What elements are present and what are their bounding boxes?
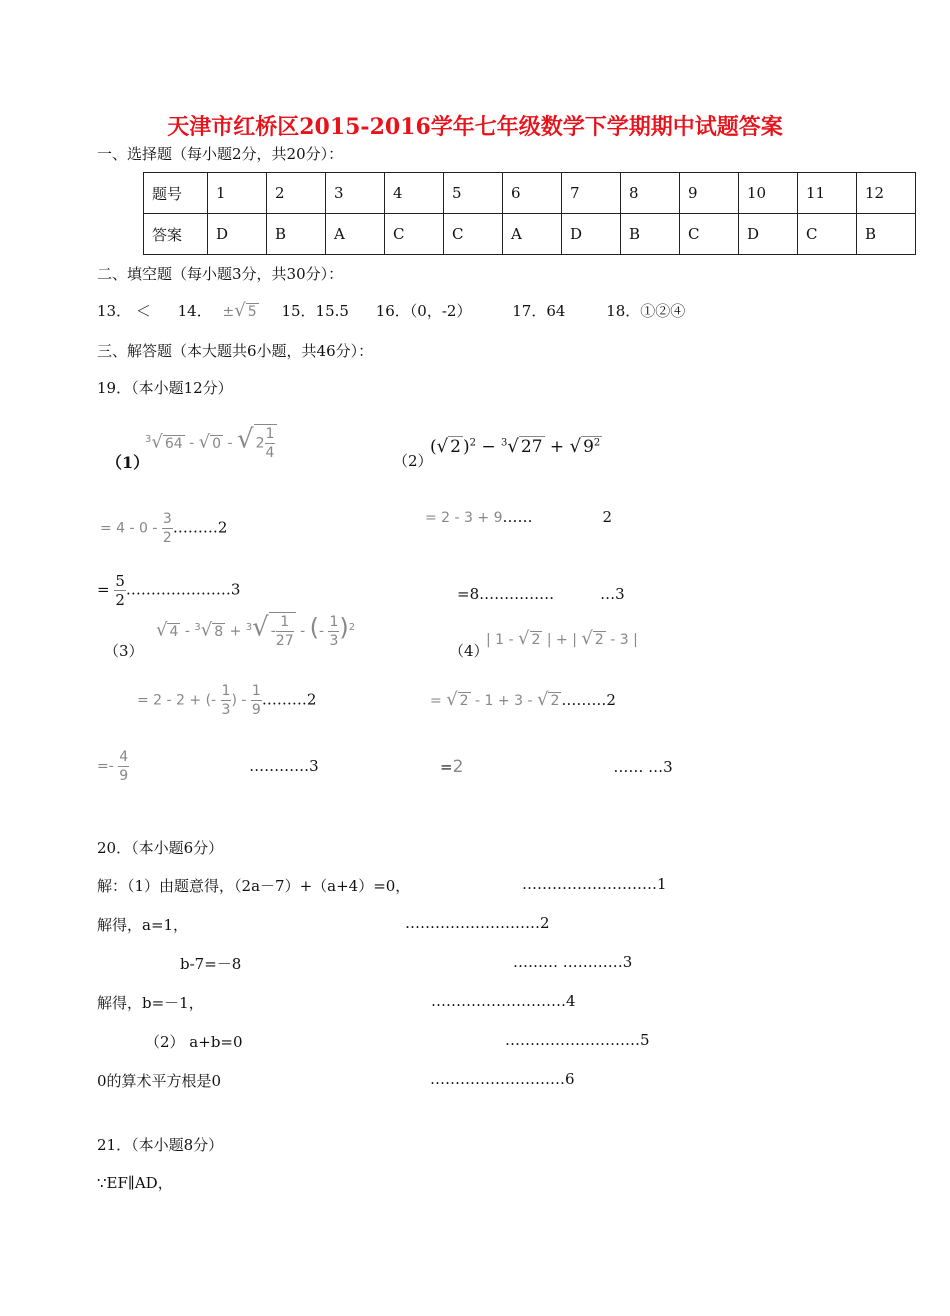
table-cell: 9 bbox=[680, 173, 739, 214]
answer-14: 14． bbox=[177, 302, 212, 320]
q19-heading: 19．（本小题12分） bbox=[97, 379, 233, 397]
table-cell: 8 bbox=[621, 173, 680, 214]
q19-p2-result: =8…………… …3 bbox=[457, 585, 625, 603]
q20-line-right: ………………………1 bbox=[522, 875, 667, 893]
q20-line-left: 解得，a=1， bbox=[97, 916, 189, 934]
table-cell: 4 bbox=[385, 173, 444, 214]
table-row bbox=[144, 214, 916, 255]
table-cell: C bbox=[385, 214, 444, 255]
q20-line-left: 解得，b=－1， bbox=[97, 994, 204, 1012]
q20-line-left: b-7=－8 bbox=[180, 955, 242, 973]
table-cell: 12 bbox=[857, 173, 916, 214]
answer-table bbox=[143, 172, 916, 255]
page-title: 天津市红桥区2015-2016学年七年级数学下学期期中试题答案 bbox=[167, 114, 783, 140]
fill-answers: 13． ＜ 14． ±√ 5 15．15.5 16．（0，-2） 17．64 18．①②④ bbox=[97, 300, 686, 321]
table-cell: C bbox=[680, 214, 739, 255]
table-cell: D bbox=[208, 214, 267, 255]
q19-p1-step: = 4 - 0 - $\frac{3}{2}$ ………2 bbox=[100, 511, 228, 546]
plus-minus: ± bbox=[222, 304, 235, 320]
table-cell: A bbox=[326, 214, 385, 255]
table-cell: D bbox=[739, 214, 798, 255]
q20-line-left: 0的算术平方根是0 bbox=[97, 1072, 222, 1090]
table-row bbox=[144, 173, 916, 214]
q19-p2-step: = 2 - 3 + 9…… 2 bbox=[425, 508, 613, 526]
table-cell: B bbox=[267, 214, 326, 255]
q19-p4-step: = √ 2 - 1 + 3 - √ 2 ………2 bbox=[430, 689, 616, 710]
table-cell: 2 bbox=[267, 173, 326, 214]
q19-p1-label: （1） bbox=[106, 453, 150, 472]
answer-14-radicand: 5 bbox=[247, 304, 257, 320]
q20-line-right: ………………………4 bbox=[431, 992, 576, 1010]
table-cell: 11 bbox=[798, 173, 857, 214]
section2-heading: 二、填空题（每小题3分，共30分）： bbox=[97, 265, 344, 283]
section1-heading: 一、选择题（每小题2分，共20分）： bbox=[97, 145, 344, 163]
q19-p3-expression: √ 4 - $^3$√ 8 + $^3$√ - $\frac{1}{27}$ - (- $\frac{1}{3}$ )$^2$ bbox=[156, 612, 356, 649]
q20-line-left: 解：（1）由题意得，（2a－7）+（a+4）=0， bbox=[97, 877, 411, 895]
q21-heading: 21．（本小题8分） bbox=[97, 1136, 224, 1154]
answer-17: 17．64 bbox=[512, 302, 566, 320]
table-cell: C bbox=[798, 214, 857, 255]
table-cell: C bbox=[444, 214, 503, 255]
q19-p4-result: =2 …… …3 bbox=[440, 757, 673, 777]
row-label: 答案 bbox=[144, 214, 208, 255]
row-label: 题号 bbox=[144, 173, 208, 214]
q19-p4-expression: | 1 - √ 2 | + | √ 2 - 3 | bbox=[486, 628, 638, 649]
table-cell: B bbox=[857, 214, 916, 255]
answer-13: 13． ＜ bbox=[97, 302, 151, 320]
answer-15: 15．15.5 bbox=[281, 302, 349, 320]
q21-line: ∵EF∥AD， bbox=[97, 1174, 173, 1192]
table-cell: 3 bbox=[326, 173, 385, 214]
answer-18: 18．①②④ bbox=[606, 302, 686, 320]
q20-line-right: ………………………2 bbox=[405, 914, 550, 932]
q19-p1-expression: $^3$√ 64 - √ 0 - √ 2 $\frac{1}{4}$ bbox=[145, 424, 277, 462]
table-cell: A bbox=[503, 214, 562, 255]
q19-p3-label: （3） bbox=[104, 642, 144, 660]
q19-p3-result: =- $\frac{4}{9}$ …………3 bbox=[97, 749, 319, 784]
q19-p3-step: = 2 - 2 + (- $\frac{1}{3}$ ) - $\frac{1}{9}$ ………2 bbox=[137, 683, 317, 718]
q19-p1-result: = $\frac{5}{2}$ …………………3 bbox=[97, 572, 241, 609]
q20-line-right: ……… …………3 bbox=[513, 953, 633, 971]
q20-heading: 20．（本小题6分） bbox=[97, 839, 224, 857]
q19-p2-label: （2） bbox=[393, 452, 433, 470]
q20-line-left: （2） a+b=0 bbox=[145, 1033, 243, 1051]
q19-p4-label: （4） bbox=[449, 642, 489, 660]
table-cell: B bbox=[621, 214, 680, 255]
table-cell: 10 bbox=[739, 173, 798, 214]
table-cell: D bbox=[562, 214, 621, 255]
q20-line-right: ………………………6 bbox=[430, 1070, 575, 1088]
section3-heading: 三、解答题（本大题共6小题，共46分）： bbox=[97, 342, 374, 360]
table-cell: 7 bbox=[562, 173, 621, 214]
table-cell: 6 bbox=[503, 173, 562, 214]
q20-line-right: ………………………5 bbox=[505, 1031, 650, 1049]
table-cell: 1 bbox=[208, 173, 267, 214]
answer-16: 16．（0，-2） bbox=[375, 302, 472, 320]
q19-p2-expression: (√ 2 )$^2$ − $^3$√ 27 + √ $9^2$ bbox=[430, 436, 601, 457]
table-cell: 5 bbox=[444, 173, 503, 214]
